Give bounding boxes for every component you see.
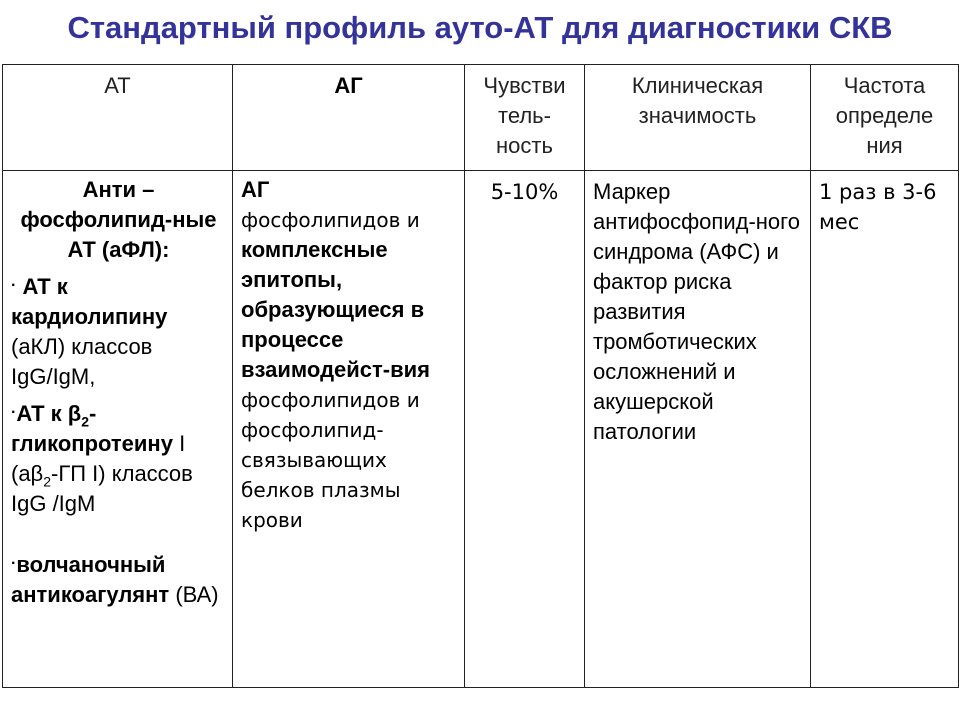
item-b2gp-label-a: АТ к β — [16, 401, 82, 426]
antigen-epitopes: комплексные эпитопы, образующиеся в процессе взаимодейст-вия — [241, 237, 431, 382]
item-anticardiolipin-label: АТ к кардиолипину — [11, 274, 168, 329]
antigen-proteins: фосфолипидов и фосфолипид-связывающих белков плазмы крови — [241, 388, 420, 532]
header-cell-ag: АГ — [233, 65, 465, 171]
item-lupus-anticoagulant-label: волчаночный антикоагулянт — [11, 552, 170, 607]
bullet: · — [11, 555, 17, 572]
header-sensitivity-text: Чувстви тель- ность — [483, 73, 566, 158]
cell-antigens — [233, 171, 465, 688]
bullet: · — [11, 277, 17, 294]
list-item — [11, 549, 226, 610]
table-row — [3, 171, 959, 688]
item-b2gp-detail-sub: 2 — [43, 473, 52, 490]
header-frequency-text: Частота определе ния — [835, 73, 934, 158]
item-anticardiolipin-detail: (аКЛ) классов IgG/IgM, — [11, 334, 153, 389]
list-item — [11, 398, 226, 519]
cell-sensitivity: 5-10% — [465, 171, 585, 688]
header-clinical-text: Клиническая значимость — [631, 73, 764, 128]
antigen-label: АГ — [241, 177, 270, 202]
header-cell-frequency — [811, 65, 959, 171]
item-b2gp-detail-a: I (аβ — [11, 431, 186, 486]
item-b2gp-label-b: -гликопротеину — [11, 401, 173, 456]
table-header-row — [3, 65, 959, 171]
item-b2gp-detail-b: -ГП I) классов IgG /IgM — [11, 461, 193, 516]
cell-frequency: 1 раз в 3-6 мес — [811, 171, 959, 688]
list-item — [11, 271, 226, 392]
page-title: Стандартный профиль ауто-АТ для диагностики СКВ — [67, 10, 893, 45]
cell-antibodies — [3, 171, 233, 688]
antibody-group-heading: Анти – фосфолипид-ные АТ (аФЛ): — [20, 177, 217, 262]
header-cell-at: АТ — [3, 65, 233, 171]
antigen-phospholipids: фосфолипидов и — [241, 208, 420, 232]
header-cell-sensitivity — [465, 65, 585, 171]
bullet: · — [11, 404, 17, 421]
diagnostic-profile-table — [2, 64, 959, 688]
cell-clinical-significance: Маркер антифосфопид-ного синдрома (АФС) и фактор риска развития тромботических осложнений и акушерской патологии — [585, 171, 811, 688]
header-cell-clinical-significance — [585, 65, 811, 171]
item-lupus-anticoagulant-detail: (ВА) — [175, 582, 219, 607]
item-b2gp-sub: 2 — [81, 413, 90, 430]
